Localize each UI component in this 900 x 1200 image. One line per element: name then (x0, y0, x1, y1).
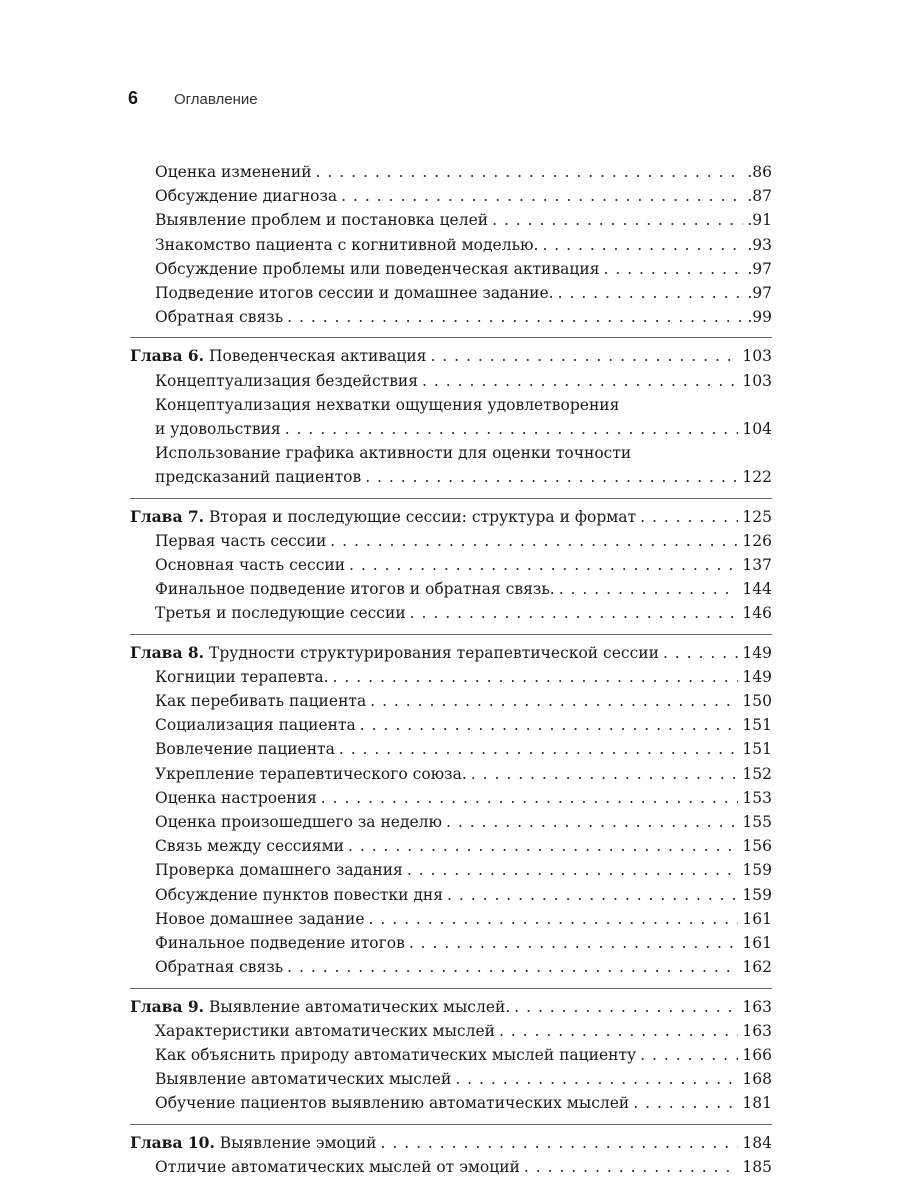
dot-leader (341, 184, 743, 208)
dot-leader (663, 641, 738, 665)
dot-leader (559, 577, 739, 601)
entry-title: Обучение пациентов выявлению автоматических мыслей (155, 1094, 630, 1113)
entry-title: Обсуждение пунктов повестки дня (155, 885, 444, 904)
dot-leader (422, 369, 738, 393)
dot-leader (381, 1131, 739, 1155)
toc-entry (130, 665, 772, 689)
page-ref: 166 (742, 1045, 772, 1064)
dot-leader (499, 1019, 738, 1043)
chapter-heading (130, 505, 636, 529)
chapter-label: Глава 6. (130, 346, 205, 366)
entry-title: Новое домашнее задание (155, 909, 365, 928)
entry-title: Обсуждение диагноза (155, 187, 338, 206)
entry-title: и удовольствия (155, 420, 281, 439)
page-number: 6 (128, 88, 139, 108)
page-ref: 122 (742, 468, 772, 487)
toc-entry (130, 184, 772, 208)
dot-leader (410, 601, 739, 625)
toc-section (130, 498, 772, 626)
chapter-label: Глава 10. (130, 1132, 215, 1152)
toc-entry (130, 689, 772, 713)
entry-title: предсказаний пациентов (155, 468, 362, 487)
entry-title: Подведение итогов сессии и домашнее задание. (155, 284, 554, 303)
dot-leader (514, 995, 738, 1019)
toc-entry (130, 737, 772, 761)
toc-entry (130, 858, 772, 882)
page-ref: 161 (742, 909, 772, 928)
toc-entry (130, 1019, 772, 1043)
page-ref: 149 (742, 643, 772, 662)
chapter-heading (130, 641, 659, 665)
chapter-label: Глава 8. (130, 642, 205, 662)
toc-entry (130, 907, 772, 931)
page-ref: 153 (742, 788, 772, 807)
page-ref: 144 (742, 580, 772, 599)
entry-title: Финальное подведение итогов и обратная связь. (155, 580, 555, 599)
chapter-title: Вторая и последующие сессии: структура и формат (209, 507, 637, 526)
page-ref: .87 (747, 187, 772, 206)
dot-leader (285, 417, 739, 441)
chapter-heading (130, 995, 510, 1019)
entry-title: Проверка домашнего задания (155, 861, 403, 880)
toc-entry-line: Концептуализация нехватки ощущения удовлетворения (155, 395, 620, 414)
toc-entry (130, 208, 772, 232)
dot-leader (365, 465, 738, 489)
dot-leader (409, 931, 739, 955)
dot-leader (316, 160, 744, 184)
page-ref: 159 (742, 885, 772, 904)
dot-leader (455, 1067, 738, 1091)
dot-leader (369, 907, 739, 931)
toc-section (130, 160, 772, 329)
chapter-heading (130, 1131, 377, 1155)
entry-title: Финальное подведение итогов (155, 934, 405, 953)
entry-title: Вовлечение пациента (155, 740, 335, 759)
page-ref: 152 (742, 764, 772, 783)
toc-entry (130, 883, 772, 907)
page-ref: 168 (742, 1070, 772, 1089)
toc-entry (130, 1155, 772, 1179)
entry-title: Когниции терапевта. (155, 667, 329, 686)
entry-title: Характеристики автоматических мыслей (155, 1021, 495, 1040)
dot-leader (604, 257, 744, 281)
entry-title: Первая часть сессии (155, 531, 327, 550)
page-ref: 161 (742, 934, 772, 953)
page-ref: .91 (747, 211, 772, 230)
page-ref: 149 (742, 667, 772, 686)
entry-title: Обсуждение проблемы или поведенческая активация (155, 259, 600, 278)
entry-title: Третья и последующие сессии (155, 604, 406, 623)
entry-title: Выявление автоматических мыслей (155, 1070, 452, 1089)
toc-entry (130, 233, 772, 257)
dot-leader (524, 1155, 739, 1179)
toc-entry (130, 160, 772, 184)
page-ref: 151 (742, 716, 772, 735)
toc-chapter-entry (130, 641, 772, 665)
chapter-title: Выявление эмоций (219, 1133, 377, 1152)
entry-title: Концептуализация бездействия (155, 371, 419, 390)
entry-title: Отличие автоматических мыслей от эмоций (155, 1157, 520, 1176)
entry-title: Обратная связь (155, 308, 284, 327)
page-ref: 103 (742, 347, 772, 366)
page-ref: 156 (742, 837, 772, 856)
toc-section (130, 337, 772, 489)
entry-title: Выявление проблем и постановка целей (155, 211, 489, 230)
entry-title: Как объяснить природу автоматических мыслей пациенту (155, 1045, 637, 1064)
page-ref: 184 (742, 1133, 772, 1152)
entry-title: Оценка произошедшего за неделю (155, 813, 443, 832)
toc-entry (130, 1043, 772, 1067)
page-ref: .99 (747, 308, 772, 327)
dot-leader (370, 689, 738, 713)
entry-title: Социализация пациента (155, 716, 356, 735)
dot-leader (471, 762, 739, 786)
page-ref: .97 (747, 259, 772, 278)
entry-title: Основная часть сессии (155, 556, 346, 575)
toc-chapter-entry (130, 505, 772, 529)
dot-leader (633, 1091, 738, 1115)
chapter-title: Выявление автоматических мыслей. (209, 997, 511, 1016)
chapter-title: Трудности структурирования терапевтической сессии (209, 643, 659, 662)
toc-entry (130, 305, 772, 329)
toc-entry (130, 601, 772, 625)
dot-leader (558, 281, 744, 305)
toc-chapter-entry (130, 1131, 772, 1155)
dot-leader (640, 1043, 738, 1067)
page-ref: 104 (742, 420, 772, 439)
page-ref: 103 (742, 371, 772, 390)
page-ref: 162 (742, 958, 772, 977)
page-ref: 185 (742, 1157, 772, 1176)
dot-leader (542, 233, 743, 257)
entry-title: Знакомство пациента с когнитивной моделью. (155, 235, 539, 254)
dot-leader (321, 786, 739, 810)
chapter-label: Глава 9. (130, 996, 205, 1016)
toc-entry (130, 257, 772, 281)
dot-leader (330, 529, 738, 553)
table-of-contents (130, 160, 772, 1179)
toc-entry (130, 369, 772, 393)
dot-leader (446, 810, 738, 834)
running-head-title: Оглавление (174, 91, 258, 108)
toc-entry (130, 417, 772, 441)
toc-section (130, 1124, 772, 1179)
page-ref: 151 (742, 740, 772, 759)
page-ref: .86 (747, 163, 772, 181)
running-head (128, 88, 258, 109)
toc-entry (130, 713, 772, 737)
toc-entry (130, 281, 772, 305)
toc-entry (130, 529, 772, 553)
dot-leader (492, 208, 743, 232)
dot-leader (360, 713, 739, 737)
entry-title: Связь между сессиями (155, 837, 344, 856)
dot-leader (407, 858, 739, 882)
dot-leader (339, 737, 739, 761)
toc-chapter-entry (130, 995, 772, 1019)
toc-entry (130, 762, 772, 786)
dot-leader (287, 955, 738, 979)
dot-leader (349, 553, 738, 577)
toc-entry (130, 834, 772, 858)
entry-title: Оценка настроения (155, 788, 317, 807)
dot-leader (447, 883, 738, 907)
chapter-heading (130, 344, 426, 368)
entry-title: Укрепление терапевтического союза. (155, 764, 467, 783)
dot-leader (348, 834, 738, 858)
page-ref: 163 (742, 1021, 772, 1040)
page-ref: .93 (747, 235, 772, 254)
toc-section (130, 634, 772, 980)
page-ref: 155 (742, 813, 772, 832)
dot-leader (333, 665, 739, 689)
page-ref: 159 (742, 861, 772, 880)
dot-leader (287, 305, 743, 329)
toc-entry (130, 1091, 772, 1115)
toc-entry (130, 1067, 772, 1091)
dot-leader (430, 344, 738, 368)
dot-leader (640, 505, 738, 529)
chapter-title: Поведенческая активация (209, 347, 427, 366)
toc-entry-line: Использование графика активности для оценки точности (155, 444, 632, 463)
toc-entry (130, 577, 772, 601)
entry-title: Обратная связь (155, 958, 284, 977)
toc-section (130, 988, 772, 1116)
page-ref: 150 (742, 692, 772, 711)
page-ref: 181 (742, 1094, 772, 1113)
toc-chapter-entry (130, 344, 772, 368)
page-ref: 146 (742, 604, 772, 623)
toc-entry (130, 553, 772, 577)
toc-entry (130, 931, 772, 955)
toc-entry (130, 955, 772, 979)
entry-title: Оценка изменений (155, 163, 312, 181)
page-ref: 125 (742, 507, 772, 526)
page-ref: .97 (747, 284, 772, 303)
toc-entry (130, 810, 772, 834)
chapter-label: Глава 7. (130, 506, 205, 526)
toc-entry (130, 786, 772, 810)
page-ref: 137 (742, 556, 772, 575)
entry-title: Как перебивать пациента (155, 692, 367, 711)
page-ref: 163 (742, 997, 772, 1016)
toc-entry (130, 465, 772, 489)
page-ref: 126 (742, 531, 772, 550)
